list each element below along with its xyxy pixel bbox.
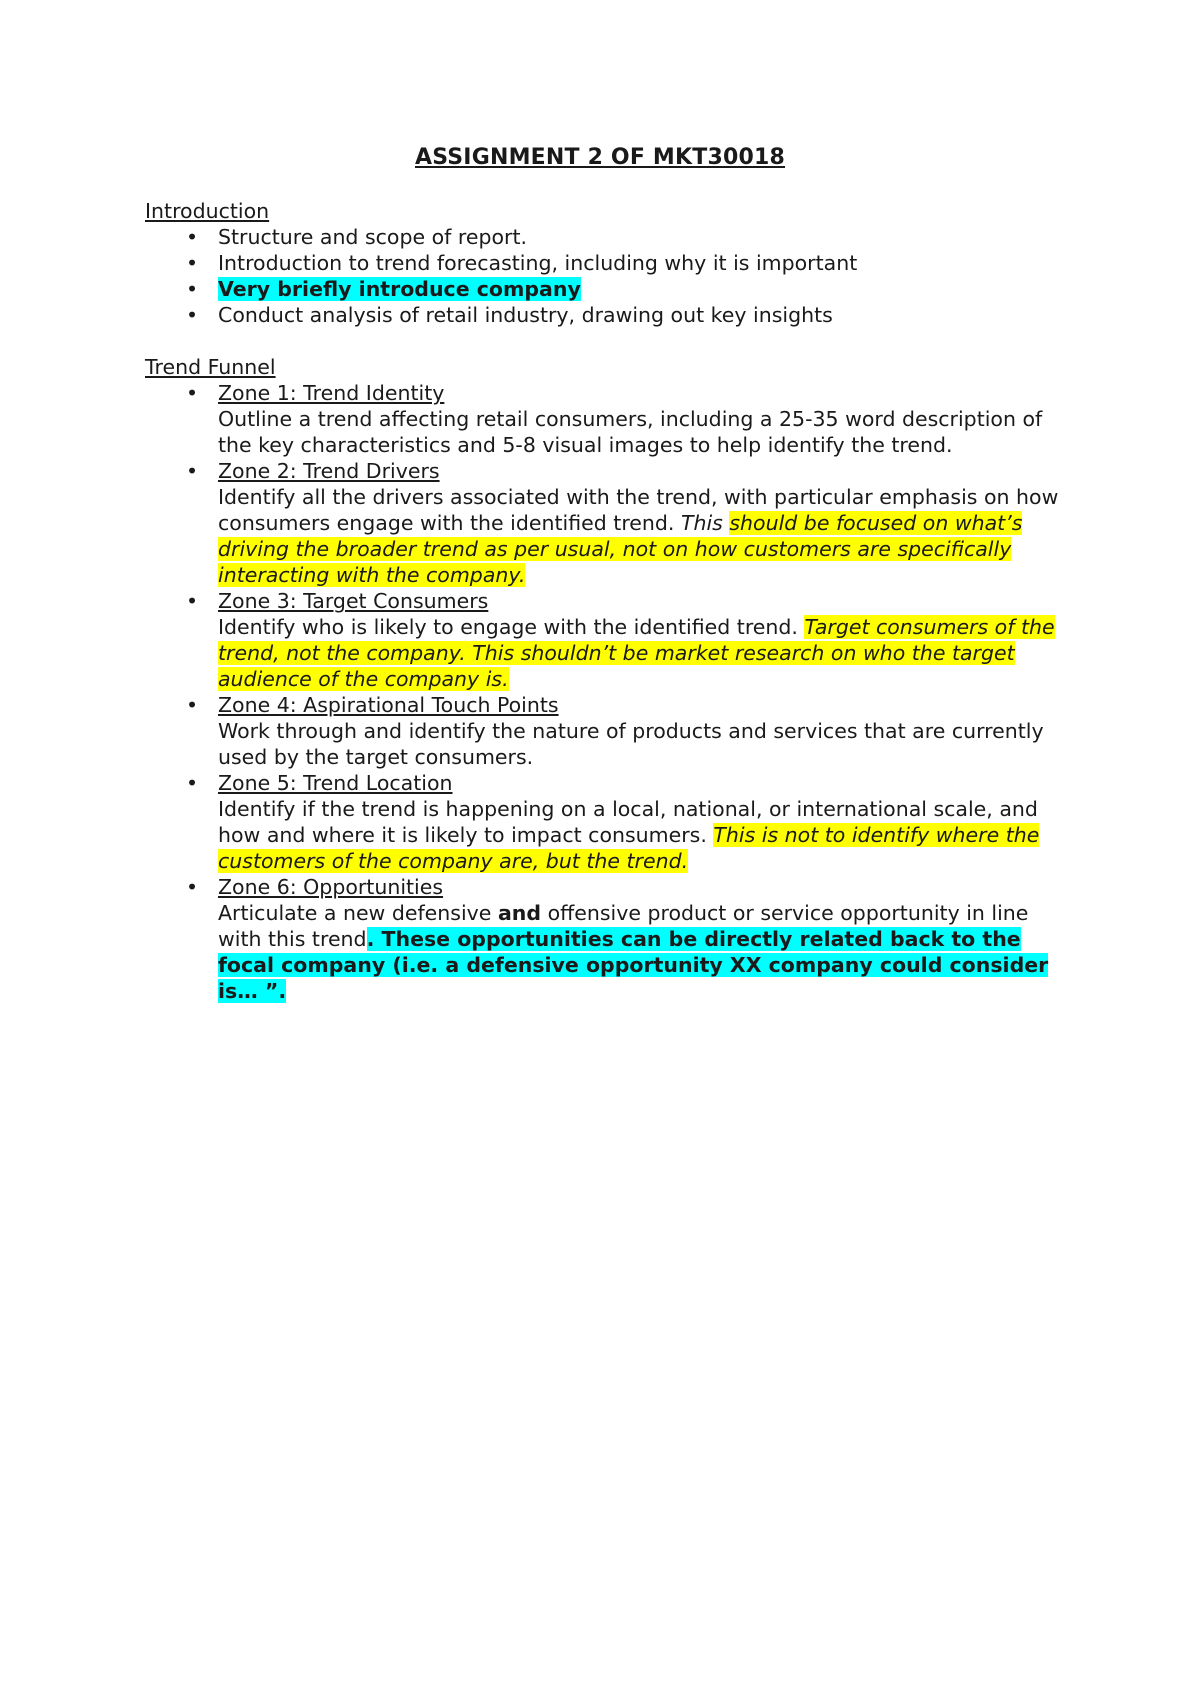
zone-text: Outline a trend affecting retail consumers, including a 25-35 word description of the key characteristics and 5-8 visual images to help identify the trend.: [218, 407, 1043, 457]
list-item: [145, 302, 1065, 328]
zone-item: [145, 588, 1065, 692]
zone-title: Zone 5: Trend Location: [218, 771, 453, 795]
zone-note-highlight: should be focused on what’s driving the broader trend as per usual, not on how customers are specifically interacting with the company.: [218, 511, 1023, 587]
zone-note-highlight: . These opportunities can be directly related back to the focal company (i.e. a defensive opportunity XX company could consider is… ”.: [218, 927, 1049, 1003]
list-item-text: Structure and scope of report.: [218, 225, 528, 249]
zone-text: offensive product or service opportunity in line with this trend: [218, 901, 1029, 951]
zone-text: Identify who is likely to engage with the identified trend.: [218, 615, 805, 639]
bullet-icon: •: [185, 459, 199, 483]
list-item: [145, 276, 1065, 302]
zone-text: Work through and identify the nature of products and services that are currently used by the target consumers.: [218, 719, 1044, 769]
introduction-heading: Introduction: [145, 199, 270, 223]
zone-title: Zone 2: Trend Drivers: [218, 459, 440, 483]
introduction-list: [145, 224, 1065, 328]
zone-item: [145, 692, 1065, 770]
zone-title: Zone 1: Trend Identity: [218, 381, 445, 405]
list-item: [145, 224, 1065, 250]
spacer: [145, 328, 1065, 354]
zone-text: Identify all the drivers associated with the trend, with particular emphasis on how consumers engage with the identified trend.: [218, 485, 1059, 535]
zone-item: [145, 770, 1065, 874]
bullet-icon: •: [185, 277, 199, 301]
zone-note-highlight: This is not to identify where the customers of the company are, but the trend.: [218, 823, 1040, 873]
list-item-text: Introduction to trend forecasting, including why it is important: [218, 251, 858, 275]
bullet-icon: •: [185, 225, 199, 249]
bullet-icon: •: [185, 771, 199, 795]
trend-funnel-list: [145, 380, 1065, 1004]
bullet-icon: •: [185, 875, 199, 899]
bullet-icon: •: [185, 589, 199, 613]
zone-item: [145, 874, 1065, 1004]
zone-note-plain: This: [680, 511, 730, 535]
bullet-icon: •: [185, 303, 199, 327]
zone-text: Identify if the trend is happening on a local, national, or international scale, and how and where it is likely to impact consumers.: [218, 797, 1038, 847]
list-item-text-highlighted: Very briefly introduce company: [218, 277, 581, 301]
zone-item: [145, 380, 1065, 458]
document-body: [145, 198, 1065, 1004]
zone-text-bold: and: [497, 901, 542, 925]
document-title: ASSIGNMENT 2 OF MKT30018: [414, 145, 786, 170]
trend-funnel-heading: Trend Funnel: [145, 355, 276, 379]
zone-title: Zone 4: Aspirational Touch Points: [218, 693, 559, 717]
bullet-icon: •: [185, 381, 199, 405]
zone-note-highlight: Target consumers of the trend, not the company. This shouldn’t be market research on who the target audience of the company is.: [218, 615, 1055, 691]
zone-title: Zone 3: Target Consumers: [218, 589, 489, 613]
list-item-text: Conduct analysis of retail industry, drawing out key insights: [218, 303, 833, 327]
zone-item: [145, 458, 1065, 588]
bullet-icon: •: [185, 251, 199, 275]
bullet-icon: •: [185, 693, 199, 717]
zone-text: Articulate a new defensive: [218, 901, 498, 925]
zone-title: Zone 6: Opportunities: [218, 875, 444, 899]
list-item: [145, 250, 1065, 276]
